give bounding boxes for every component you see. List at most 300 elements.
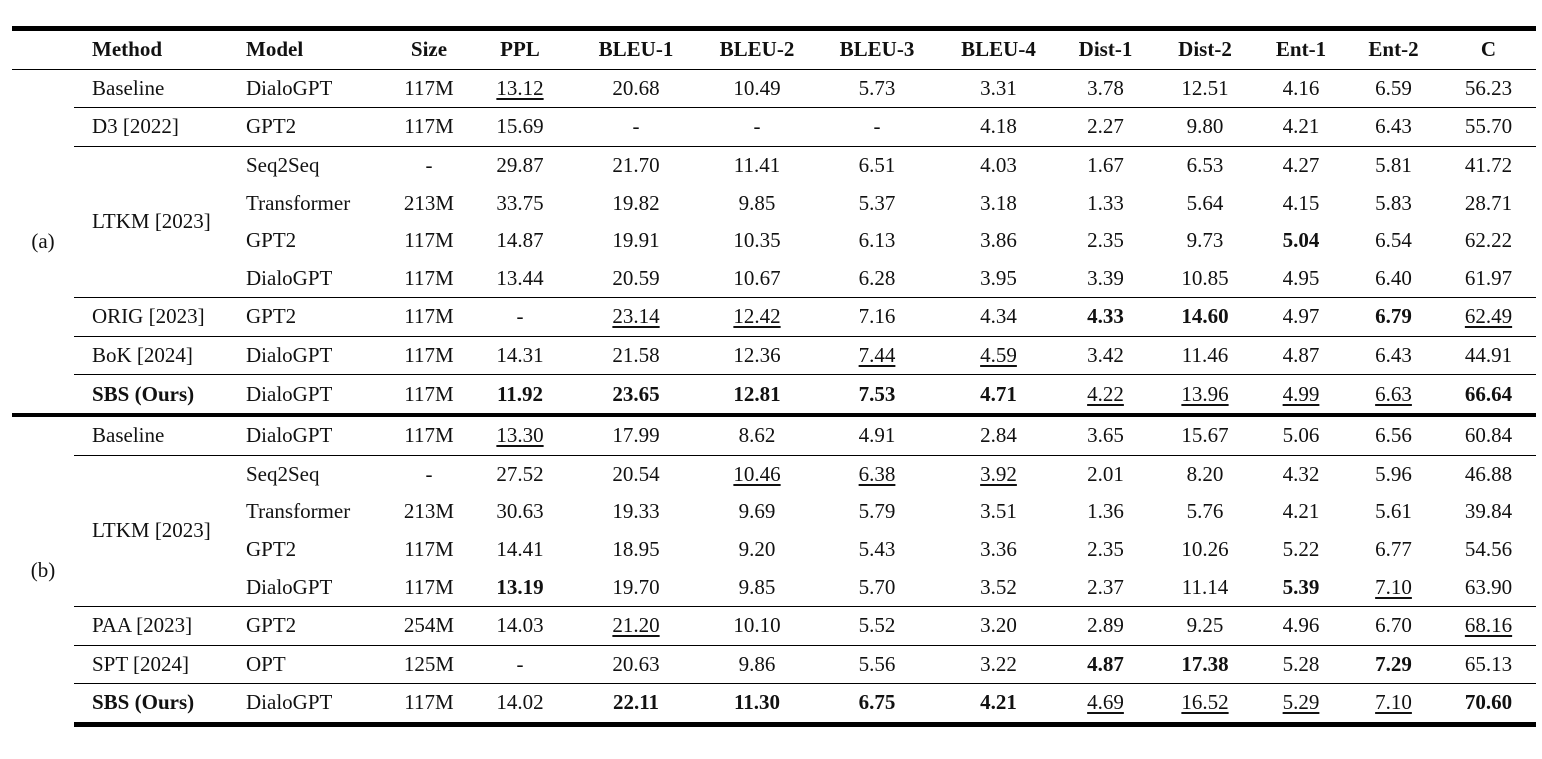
metric-value: 3.42 — [1087, 343, 1124, 368]
metric-cell — [1057, 568, 1154, 606]
metric-value: 5.06 — [1282, 423, 1320, 448]
metric-cell — [700, 222, 814, 260]
metric-cell — [1441, 415, 1536, 455]
metric-cell — [1154, 336, 1256, 375]
metric-cell — [814, 415, 940, 455]
metric-value: 4.87 — [1282, 343, 1320, 368]
metric-value: 13.12 — [496, 75, 544, 100]
metric-cell — [572, 568, 700, 606]
metric-cell — [940, 568, 1057, 606]
metric-value: 2.89 — [1087, 613, 1124, 638]
metric-cell — [1256, 684, 1346, 725]
metric-cell — [700, 184, 814, 222]
table-row — [12, 375, 1536, 415]
metric-value: 13.30 — [496, 423, 544, 448]
metric-cell — [814, 69, 940, 108]
metric-cell — [468, 684, 572, 725]
model-cell: Transformer — [246, 190, 351, 215]
metric-value: 3.36 — [980, 537, 1017, 562]
metric-value: 3.65 — [1087, 423, 1124, 448]
metric-cell — [940, 375, 1057, 415]
metric-cell — [468, 415, 572, 455]
method-cell: PAA [2023] — [74, 606, 246, 645]
header-cell: Method — [74, 29, 246, 70]
metric-value: 10.49 — [733, 75, 781, 100]
metric-value: 1.33 — [1087, 190, 1124, 215]
metric-value: 5.70 — [858, 574, 896, 599]
metric-value: 4.95 — [1282, 265, 1320, 290]
metric-cell — [1441, 684, 1536, 725]
metric-cell — [1256, 108, 1346, 147]
metric-cell — [814, 336, 940, 375]
metric-cell — [468, 222, 572, 260]
metric-value: 4.27 — [1282, 153, 1320, 178]
table-header-row — [12, 29, 1536, 70]
method-cell: LTKM [2023] — [74, 146, 246, 297]
metric-cell — [940, 260, 1057, 298]
metric-cell — [572, 69, 700, 108]
metric-value: 3.18 — [980, 190, 1017, 215]
metric-value: - — [516, 304, 524, 329]
metric-cell — [1441, 108, 1536, 147]
metric-value: 4.34 — [980, 304, 1017, 329]
metric-value: 7.10 — [1375, 574, 1412, 599]
metric-cell — [1256, 69, 1346, 108]
metric-cell — [700, 375, 814, 415]
metric-cell — [572, 415, 700, 455]
metric-value: 9.25 — [1186, 613, 1224, 638]
group-label: (b) — [12, 415, 74, 724]
metric-value: 12.42 — [733, 304, 781, 329]
metric-cell — [1346, 260, 1441, 298]
size-cell: - — [390, 455, 468, 493]
metric-cell — [940, 146, 1057, 184]
metric-value: 4.69 — [1087, 690, 1124, 715]
metric-value: 65.13 — [1464, 651, 1513, 676]
size-cell: 117M — [404, 228, 454, 253]
metric-value: - — [516, 651, 524, 676]
size-cell: 117M — [390, 415, 468, 455]
metric-value: 12.51 — [1181, 75, 1229, 100]
metric-value: 10.26 — [1181, 537, 1229, 562]
metric-value: 11.30 — [733, 690, 781, 715]
metric-value: 3.78 — [1087, 75, 1124, 100]
table-row — [12, 336, 1536, 375]
metric-value: 14.03 — [496, 613, 544, 638]
metric-value: 5.83 — [1375, 190, 1412, 215]
metric-value: 6.13 — [858, 228, 896, 253]
metric-value: 10.67 — [733, 265, 781, 290]
metric-value: 3.39 — [1087, 265, 1124, 290]
metric-value: 14.41 — [496, 537, 544, 562]
table-row — [12, 684, 1536, 725]
metric-cell — [940, 455, 1057, 493]
method-cell: ORIG [2023] — [74, 298, 246, 337]
metric-value: 9.69 — [738, 499, 776, 524]
metric-cell — [1346, 568, 1441, 606]
metric-value: 9.73 — [1186, 228, 1224, 253]
metric-cell — [814, 146, 940, 184]
metric-cell — [1154, 531, 1256, 569]
size-cell: 117M — [404, 537, 454, 562]
metric-value: 4.96 — [1282, 613, 1320, 638]
metric-value: 10.46 — [733, 461, 781, 486]
size-cell: 117M — [404, 574, 454, 599]
metric-value: 54.56 — [1464, 537, 1513, 562]
metric-cell — [700, 645, 814, 684]
metric-value: 4.71 — [980, 381, 1017, 406]
metric-value: 7.29 — [1375, 651, 1412, 676]
metric-cell — [468, 568, 572, 606]
method-cell: SBS (Ours) — [74, 684, 246, 725]
metric-cell — [1256, 298, 1346, 337]
metric-cell — [572, 222, 700, 260]
metric-value: 6.56 — [1375, 423, 1412, 448]
metric-cell — [1346, 645, 1441, 684]
size-cell: 117M — [404, 75, 454, 100]
metric-cell — [1057, 108, 1154, 147]
metric-value: 5.61 — [1375, 499, 1412, 524]
metric-value: 60.84 — [1464, 423, 1513, 448]
metric-cell — [572, 684, 700, 725]
metric-value: 10.10 — [733, 613, 781, 638]
metric-cell — [1256, 375, 1346, 415]
metric-value: 3.51 — [980, 499, 1017, 524]
metric-value: 61.97 — [1464, 265, 1513, 290]
metric-cell — [814, 684, 940, 725]
metric-cell — [940, 493, 1057, 531]
metric-value: 5.52 — [858, 613, 896, 638]
metric-cell — [1154, 222, 1256, 260]
metric-cell — [1346, 108, 1441, 147]
metric-value: 44.91 — [1464, 343, 1513, 368]
metric-cell — [1256, 531, 1346, 569]
metric-cell — [1346, 336, 1441, 375]
metric-cell — [1441, 298, 1536, 337]
metric-cell — [1256, 645, 1346, 684]
metric-value: 6.28 — [858, 265, 896, 290]
metric-cell — [1346, 184, 1441, 222]
metric-value: 5.29 — [1282, 690, 1320, 715]
metric-value: 7.44 — [858, 343, 896, 368]
metric-cell — [940, 222, 1057, 260]
metric-cell — [572, 146, 700, 184]
metric-cell — [1441, 184, 1536, 222]
metric-value: 2.01 — [1087, 461, 1124, 486]
metric-cell — [1154, 184, 1256, 222]
table-row — [12, 415, 1536, 455]
metric-cell — [1057, 222, 1154, 260]
metric-cell — [700, 568, 814, 606]
metric-cell — [1057, 375, 1154, 415]
metric-value: 6.40 — [1375, 265, 1412, 290]
metric-value: 6.43 — [1375, 343, 1412, 368]
metric-cell — [814, 108, 940, 147]
metric-cell — [468, 69, 572, 108]
metric-value: 7.10 — [1375, 690, 1412, 715]
metric-value: 3.20 — [980, 613, 1017, 638]
metric-cell — [814, 184, 940, 222]
metric-value: 9.80 — [1186, 114, 1224, 139]
metric-value: 6.63 — [1375, 381, 1412, 406]
metric-cell — [940, 684, 1057, 725]
metric-value: 22.11 — [612, 690, 660, 715]
metric-value: 70.60 — [1464, 690, 1513, 715]
metric-cell — [1346, 69, 1441, 108]
metric-value: 6.43 — [1375, 114, 1412, 139]
header-cell: C — [1441, 29, 1536, 70]
model-cell: OPT — [246, 645, 390, 684]
metric-cell — [700, 336, 814, 375]
metric-value: 11.46 — [1181, 343, 1229, 368]
metric-cell — [700, 108, 814, 147]
metric-value: 13.96 — [1181, 381, 1229, 406]
metric-value: 23.14 — [612, 304, 660, 329]
metric-value: 39.84 — [1464, 499, 1513, 524]
metric-cell — [1346, 415, 1441, 455]
metric-value: 5.76 — [1186, 499, 1224, 524]
metric-value: 5.73 — [858, 75, 896, 100]
metric-value: 5.56 — [858, 651, 896, 676]
header-cell: BLEU-4 — [940, 29, 1057, 70]
metric-cell — [940, 69, 1057, 108]
metric-cell — [940, 108, 1057, 147]
metric-cell — [1256, 184, 1346, 222]
metric-cell — [814, 606, 940, 645]
metric-value: 15.67 — [1181, 423, 1229, 448]
metric-value: 14.02 — [496, 690, 544, 715]
metric-cell — [572, 493, 700, 531]
metric-value: 17.99 — [612, 423, 660, 448]
size-cell: 117M — [390, 375, 468, 415]
model-cell: DialoGPT — [246, 75, 333, 100]
metric-value: 6.51 — [858, 153, 896, 178]
metric-value: 33.75 — [496, 190, 544, 215]
model-cell: DialoGPT — [246, 574, 333, 599]
metric-cell — [468, 184, 572, 222]
metric-value: 10.85 — [1181, 265, 1229, 290]
metric-cell — [940, 184, 1057, 222]
method-cell: Baseline — [92, 75, 165, 100]
size-cell: 117M — [390, 108, 468, 147]
metric-cell — [1154, 606, 1256, 645]
metric-cell — [1346, 222, 1441, 260]
metric-value: 4.33 — [1087, 304, 1124, 329]
metric-cell — [814, 493, 940, 531]
metric-cell — [572, 184, 700, 222]
metric-value: 20.63 — [612, 651, 660, 676]
metric-cell — [814, 455, 940, 493]
metric-cell — [700, 415, 814, 455]
size-cell: 117M — [404, 265, 454, 290]
header-cell: Ent-2 — [1346, 29, 1441, 70]
metric-cell — [1441, 568, 1536, 606]
metric-cell — [468, 260, 572, 298]
metric-value: 9.86 — [738, 651, 776, 676]
metric-cell — [1346, 455, 1441, 493]
metric-value: 4.18 — [980, 114, 1017, 139]
metric-cell — [940, 336, 1057, 375]
metric-value: 2.35 — [1087, 537, 1124, 562]
metric-value: 6.53 — [1186, 153, 1224, 178]
results-table — [12, 26, 1536, 727]
metric-cell — [1154, 69, 1256, 108]
model-cell: GPT2 — [246, 298, 390, 337]
metric-cell — [1154, 645, 1256, 684]
metric-value: 9.20 — [738, 537, 776, 562]
table-row — [12, 606, 1536, 645]
metric-cell — [700, 298, 814, 337]
metric-value: 68.16 — [1464, 613, 1513, 638]
metric-value: 62.49 — [1464, 304, 1513, 329]
size-cell: 254M — [390, 606, 468, 645]
metric-value: 8.20 — [1186, 461, 1224, 486]
size-cell: 117M — [390, 298, 468, 337]
metric-cell — [1154, 108, 1256, 147]
metric-cell — [700, 69, 814, 108]
metric-value: 28.71 — [1464, 190, 1513, 215]
metric-value: 56.23 — [1464, 75, 1513, 100]
header-cell: PPL — [468, 29, 572, 70]
metric-value: 5.96 — [1375, 461, 1412, 486]
metric-cell — [940, 606, 1057, 645]
metric-cell — [1154, 146, 1256, 184]
method-cell: LTKM [2023] — [74, 455, 246, 606]
metric-cell — [1057, 336, 1154, 375]
metric-value: 5.64 — [1186, 190, 1224, 215]
metric-cell — [1256, 568, 1346, 606]
metric-cell — [1057, 531, 1154, 569]
model-cell: DialoGPT — [246, 375, 390, 415]
size-cell: 213M — [403, 190, 455, 215]
metric-cell — [1256, 455, 1346, 493]
metric-cell — [940, 531, 1057, 569]
metric-value: 5.37 — [858, 190, 896, 215]
metric-value: 3.52 — [980, 574, 1017, 599]
metric-value: 3.92 — [980, 461, 1017, 486]
metric-value: 6.79 — [1375, 304, 1412, 329]
metric-value: 19.82 — [612, 190, 660, 215]
metric-cell — [1154, 298, 1256, 337]
metric-cell — [940, 645, 1057, 684]
metric-cell — [468, 493, 572, 531]
metric-cell — [1057, 184, 1154, 222]
metric-cell — [1441, 336, 1536, 375]
metric-cell — [1057, 415, 1154, 455]
metric-cell — [1154, 684, 1256, 725]
metric-cell — [468, 108, 572, 147]
metric-cell — [1441, 455, 1536, 493]
metric-cell — [1057, 146, 1154, 184]
metric-value: 11.41 — [733, 153, 781, 178]
metric-cell — [700, 146, 814, 184]
size-cell: 125M — [390, 645, 468, 684]
metric-cell — [468, 606, 572, 645]
metric-cell — [1154, 568, 1256, 606]
metric-cell — [940, 415, 1057, 455]
metric-cell — [1057, 493, 1154, 531]
metric-value: 4.87 — [1087, 651, 1124, 676]
metric-cell — [1441, 606, 1536, 645]
metric-cell — [572, 108, 700, 147]
metric-value: - — [632, 114, 640, 139]
model-cell: GPT2 — [246, 537, 297, 562]
metric-cell — [1057, 684, 1154, 725]
metric-cell — [1256, 260, 1346, 298]
metric-value: 30.63 — [496, 499, 544, 524]
metric-value: 4.91 — [858, 423, 896, 448]
metric-value: 16.52 — [1181, 690, 1229, 715]
metric-value: 3.22 — [980, 651, 1017, 676]
metric-cell — [572, 260, 700, 298]
size-cell: 117M — [390, 684, 468, 725]
metric-value: 4.99 — [1282, 381, 1320, 406]
metric-cell — [814, 222, 940, 260]
metric-cell — [1441, 531, 1536, 569]
metric-value: 29.87 — [496, 153, 544, 178]
metric-cell — [1256, 606, 1346, 645]
metric-cell — [1441, 222, 1536, 260]
table-row — [12, 108, 1536, 147]
metric-value: 14.87 — [496, 228, 544, 253]
metric-cell — [1346, 375, 1441, 415]
metric-cell — [572, 336, 700, 375]
metric-value: 2.35 — [1087, 228, 1124, 253]
metric-cell — [1441, 146, 1536, 184]
metric-value: 5.28 — [1282, 651, 1320, 676]
metric-cell — [1057, 298, 1154, 337]
metric-value: 4.21 — [1282, 114, 1320, 139]
metric-value: 6.59 — [1375, 75, 1412, 100]
header-cell: BLEU-2 — [700, 29, 814, 70]
metric-cell — [700, 531, 814, 569]
metric-cell — [814, 298, 940, 337]
metric-value: 2.37 — [1087, 574, 1124, 599]
method-cell: D3 [2022] — [74, 108, 246, 147]
model-cell: DialoGPT — [246, 684, 390, 725]
metric-cell — [1154, 493, 1256, 531]
metric-value: 13.19 — [496, 574, 544, 599]
metric-value: 6.77 — [1375, 537, 1412, 562]
metric-cell — [572, 375, 700, 415]
metric-cell — [572, 606, 700, 645]
metric-value: 20.59 — [612, 265, 660, 290]
metric-value: 12.36 — [733, 343, 781, 368]
metric-cell — [1256, 415, 1346, 455]
metric-cell — [572, 645, 700, 684]
metric-value: 41.72 — [1464, 153, 1513, 178]
results-table-container — [12, 26, 1536, 727]
model-cell: Seq2Seq — [246, 455, 390, 493]
metric-value: 4.59 — [980, 343, 1017, 368]
metric-cell — [814, 260, 940, 298]
group-label: (a) — [31, 228, 55, 253]
metric-value: 19.91 — [612, 228, 660, 253]
metric-cell — [468, 375, 572, 415]
model-cell: Transformer — [246, 499, 351, 524]
metric-cell — [1441, 375, 1536, 415]
metric-value: 5.79 — [858, 499, 896, 524]
metric-cell — [572, 298, 700, 337]
metric-value: 63.90 — [1464, 574, 1513, 599]
metric-cell — [1154, 375, 1256, 415]
metric-cell — [700, 260, 814, 298]
metric-cell — [1256, 146, 1346, 184]
metric-value: 6.38 — [858, 461, 896, 486]
metric-value: 19.33 — [612, 499, 660, 524]
metric-value: 27.52 — [496, 461, 544, 486]
metric-value: 5.04 — [1282, 228, 1320, 253]
